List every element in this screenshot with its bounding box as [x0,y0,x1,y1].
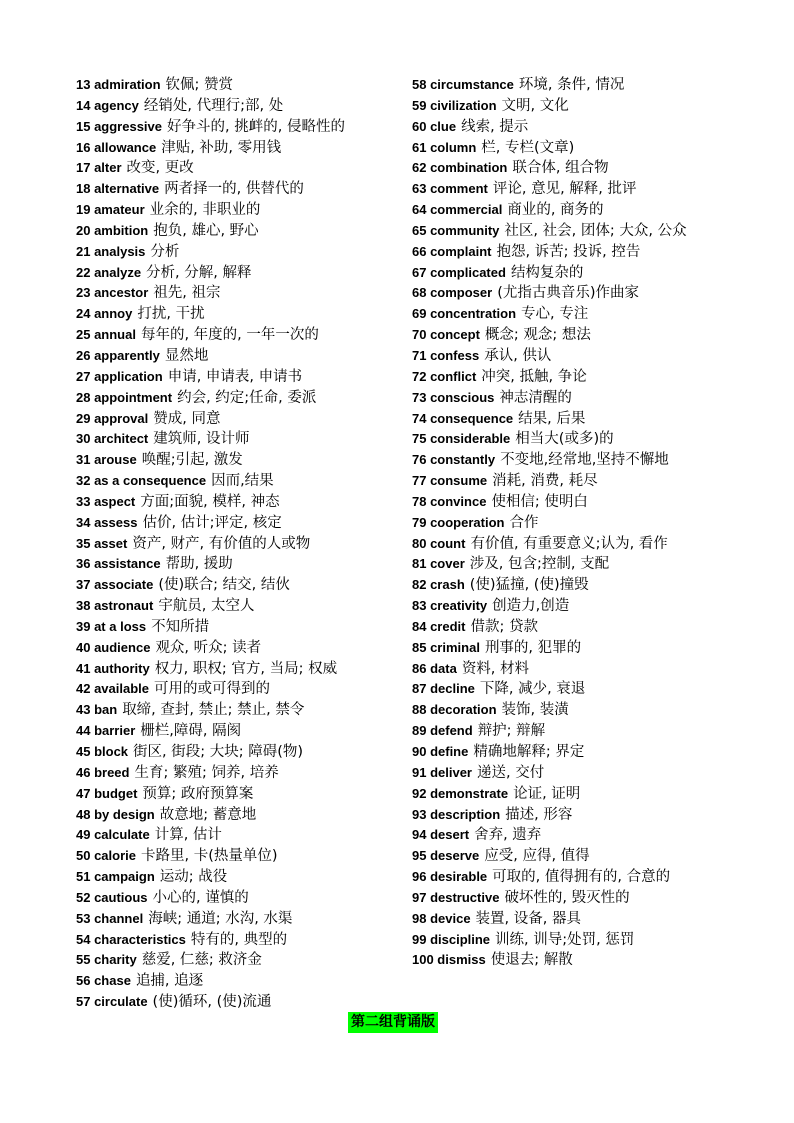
vocab-word: 15 aggressive [76,118,163,134]
vocab-meaning: 两者择一的, 供替代的 [164,181,304,198]
vocab-word: 62 combination [412,160,508,176]
vocab-meaning: 描述, 形容 [505,806,573,823]
vocab-word: 84 credit [412,618,466,634]
vocab-meaning: 显然地 [164,347,209,364]
vocab-entry [76,117,406,138]
vocab-word: 66 complaint [412,243,492,259]
vocab-word: 76 constantly [412,452,496,468]
vocab-entry [76,596,406,617]
vocab-word: 13 admiration [76,77,161,92]
vocab-word: 41 authority [76,660,150,676]
vocab-word: 86 data [412,660,457,676]
vocab-meaning: 破坏性的, 毁灭性的 [504,889,630,906]
vocab-entry [412,471,722,492]
vocab-word: 61 column [412,139,477,155]
vocab-entry [412,304,722,325]
vocab-word: 18 alternative [76,181,160,197]
vocab-word: 43 ban [76,702,118,718]
vocab-entry [412,346,722,367]
vocab-word: 50 calorie [76,848,136,864]
vocab-meaning: 观众, 听众; 读者 [155,639,262,656]
vocab-entry [412,805,722,826]
vocab-word: 80 count [412,535,466,551]
vocab-entry [76,242,406,263]
vocab-word: 90 define [412,744,469,759]
vocab-word: 89 defend [412,723,473,739]
vocab-meaning: 运动; 战役 [159,869,228,886]
vocab-column-right [412,75,722,971]
vocab-word: 53 channel [76,910,144,926]
vocab-word: 22 analyze [76,264,142,280]
vocab-entry [76,263,406,284]
vocab-entry [412,721,722,742]
vocab-meaning: 建筑师, 设计师 [153,431,250,448]
vocab-meaning: 赞成, 同意 [153,410,221,427]
vocab-meaning: (尤指古典音乐)作曲家 [497,285,640,302]
vocab-entry [412,179,722,200]
vocab-word: 17 alter [76,160,122,176]
vocab-word: 95 deserve [412,848,480,864]
vocab-entry [76,971,406,992]
vocab-entry [412,659,722,680]
vocab-meaning: 消耗, 消费, 耗尽 [492,473,598,490]
vocab-meaning: 装置, 设备, 器具 [475,910,581,927]
vocab-entry [412,221,722,242]
vocab-entry [76,992,406,1013]
vocab-meaning: 环境, 条件, 情况 [518,77,625,93]
vocab-word: 57 circulate [76,994,148,1010]
vocab-meaning: 抱怨, 诉苦; 投诉, 控告 [496,243,641,260]
vocab-entry [412,950,722,971]
vocab-meaning: 使相信; 使明白 [491,493,588,510]
vocab-word: 56 chase [76,973,131,989]
vocab-entry [412,242,722,263]
vocab-meaning: 承认, 供认 [484,347,552,364]
vocab-word: 19 amateur [76,202,145,218]
vocab-meaning: 精确地解释; 界定 [473,744,585,760]
vocab-meaning: (使)联合; 结交, 结伙 [158,577,290,594]
vocab-word: 100 dismiss [412,952,486,968]
vocab-meaning: 有价值, 有重要意义;认为, 看作 [470,535,668,552]
vocab-meaning: 估价, 估计;评定, 核定 [142,514,282,531]
vocab-word: 32 as a consequence [76,473,207,489]
vocab-meaning: 改变, 更改 [126,160,194,177]
vocab-entry [76,700,406,721]
vocab-entry [76,200,406,221]
vocab-entry [76,742,406,763]
vocab-meaning: 应受, 应得, 值得 [484,848,590,865]
vocab-entry [76,846,406,867]
vocab-meaning: 概念; 观念; 想法 [484,327,591,344]
vocab-meaning: 创造力,创造 [492,598,570,615]
vocab-meaning: 追捕, 追逐 [135,973,204,990]
vocab-entry [412,888,722,909]
vocab-meaning: 卡路里, 卡(热量单位) [141,848,278,865]
vocab-word: 14 agency [76,97,139,113]
vocab-entry [412,138,722,159]
vocab-entry [76,471,406,492]
vocab-word: 23 ancestor [76,285,149,301]
vocab-entry [76,575,406,596]
vocab-meaning: 可用的或可得到的 [154,681,270,698]
vocab-entry [412,700,722,721]
vocab-meaning: 相当大(或多)的 [515,431,614,448]
vocab-word: 24 annoy [76,306,133,322]
vocab-entry [412,367,722,388]
vocab-meaning: 方面;面貌, 模样, 神态 [140,493,280,510]
vocab-entry [412,263,722,284]
vocab-entry [412,763,722,784]
vocab-word: 39 at a loss [76,618,147,634]
vocab-entry [412,679,722,700]
vocab-meaning: 津贴, 补助, 零用钱 [161,139,282,156]
vocab-word: 78 convince [412,493,487,509]
vocab-entry [76,96,406,117]
vocab-meaning: 可取的, 值得拥有的, 合意的 [492,869,671,886]
vocab-entry [412,909,722,930]
vocab-meaning: (使)猛撞, (使)撞毁 [469,577,589,594]
vocab-entry [76,367,406,388]
vocab-entry [76,534,406,555]
vocab-meaning: 递送, 交付 [477,764,545,781]
vocab-entry [412,96,722,117]
vocab-entry [76,638,406,659]
vocab-word: 97 destructive [412,889,500,905]
vocab-meaning: 生育; 繁殖; 饲养, 培养 [134,764,279,781]
vocab-entry [412,638,722,659]
vocab-word: 49 calculate [76,827,150,843]
vocab-entry [412,409,722,430]
vocab-entry [76,659,406,680]
vocab-word: 98 device [412,910,471,926]
vocab-word: 81 cover [412,556,465,572]
vocab-entry [76,75,406,96]
vocab-word: 63 comment [412,181,488,197]
vocab-meaning: 刑事的, 犯罪的 [484,639,582,656]
vocab-entry [76,909,406,930]
vocab-word: 40 audience [76,639,151,655]
vocab-entry [412,575,722,596]
vocab-entry [76,805,406,826]
vocab-entry [76,346,406,367]
vocab-word: 94 desert [412,827,470,843]
vocab-meaning: 结果, 后果 [518,410,586,427]
vocab-meaning: 分析 [150,243,180,260]
vocab-meaning: 慈爱, 仁慈; 救济金 [141,952,262,969]
vocab-entry [76,138,406,159]
vocab-word: 70 concept [412,327,480,343]
vocab-meaning: 辩护; 辩解 [477,723,546,740]
vocab-entry [412,325,722,346]
vocab-meaning: 专心, 专注 [521,306,589,323]
vocab-entry [412,534,722,555]
vocab-entry [412,617,722,638]
vocab-meaning: 评论, 意见, 解释, 批评 [492,181,637,198]
vocab-entry [76,825,406,846]
vocab-entry [76,617,406,638]
vocab-entry [76,429,406,450]
vocab-meaning: 社区, 社会, 团体; 大众, 公众 [504,222,687,239]
vocab-word: 55 charity [76,952,137,968]
vocab-word: 91 deliver [412,764,472,780]
vocab-entry [76,888,406,909]
vocab-word: 44 barrier [76,723,136,739]
vocab-word: 36 assistance [76,556,161,572]
vocab-word: 31 arouse [76,452,137,468]
vocab-meaning: 分析, 分解, 解释 [146,264,252,281]
vocab-entry [76,388,406,409]
vocab-entry [412,388,722,409]
vocab-word: 26 apparently [76,347,160,363]
vocab-word: 35 asset [76,535,128,551]
vocab-entry [76,325,406,346]
vocab-word: 59 civilization [412,97,497,113]
vocab-meaning: 训练, 训导;处罚, 惩罚 [495,931,635,948]
section-footer-label: 第二组背诵版 [348,1012,438,1033]
vocab-entry [412,742,722,763]
vocab-entry [412,596,722,617]
vocab-word: 67 complicated [412,264,506,280]
vocab-entry [412,117,722,138]
vocab-entry [412,846,722,867]
vocab-meaning: 海峡; 通道; 水沟, 水渠 [148,910,293,927]
vocab-entry [76,450,406,471]
vocab-meaning: 约会, 约定;任命, 委派 [177,389,317,406]
vocab-meaning: 文明, 文化 [501,97,569,114]
vocab-entry [76,283,406,304]
vocab-word: 60 clue [412,118,457,134]
vocab-meaning: 抱负, 雄心, 野心 [153,222,259,239]
vocab-entry [412,492,722,513]
vocab-word: 21 analysis [76,243,146,259]
vocab-meaning: 不知所措 [151,618,210,635]
vocab-word: 69 concentration [412,306,517,322]
vocab-meaning: 资料, 材料 [461,660,530,677]
vocab-meaning: 宇航员, 太空人 [158,598,255,615]
vocab-entry [412,867,722,888]
vocab-entry [76,158,406,179]
vocab-word: 77 consume [412,473,488,489]
vocab-entry [412,283,722,304]
vocab-word: 51 campaign [76,869,155,885]
vocab-entry [76,721,406,742]
vocab-entry [76,179,406,200]
vocab-meaning: 好争斗的, 挑衅的, 侵略性的 [167,118,345,135]
vocab-entry [412,930,722,951]
vocab-word: 20 ambition [76,222,149,238]
vocab-word: 82 crash [412,577,465,593]
vocab-word: 65 community [412,222,500,238]
vocab-meaning: 帮助, 援助 [165,556,233,573]
vocab-entry [76,221,406,242]
vocab-word: 74 consequence [412,410,514,426]
vocab-word: 85 criminal [412,639,480,655]
vocab-word: 72 conflict [412,368,477,384]
vocab-meaning: 申请, 申请表, 申请书 [167,368,303,385]
vocab-entry [76,513,406,534]
vocab-entry [76,554,406,575]
vocab-meaning: 线索, 提示 [461,118,529,135]
vocab-meaning: 冲突, 抵触, 争论 [481,368,587,385]
vocab-word: 71 confess [412,347,480,363]
vocab-meaning: 装饰, 装潢 [501,702,569,719]
vocab-word: 87 decline [412,681,475,697]
vocab-meaning: 经销处, 代理行;部, 处 [143,97,284,114]
vocab-entry [412,554,722,575]
vocab-meaning: 使退去; 解散 [490,952,573,969]
vocab-meaning: 小心的, 谨慎的 [152,889,249,906]
vocab-meaning: 联合体, 组合物 [512,160,609,177]
vocab-entry [412,450,722,471]
vocab-entry [76,930,406,951]
vocab-word: 27 application [76,368,163,384]
vocab-meaning: 故意地; 蓄意地 [159,806,257,823]
vocab-meaning: 不变地,经常地,坚持不懈地 [500,452,669,469]
vocab-word: 25 annual [76,327,136,343]
vocab-word: 45 block [76,744,129,759]
vocab-word: 37 associate [76,577,154,593]
vocab-entry [412,825,722,846]
vocab-meaning: 下降, 减少, 衰退 [479,681,586,698]
vocab-word: 30 architect [76,431,149,447]
vocab-meaning: 街区, 街段; 大块; 障碍(物) [133,744,304,760]
vocab-meaning: 资产, 财产, 有价值的人或物 [132,535,311,552]
vocab-entry [412,784,722,805]
vocab-meaning: 业余的, 非职业的 [149,202,261,219]
vocab-entry [76,950,406,971]
vocab-meaning: 每年的, 年度的, 一年一次的 [140,327,319,344]
vocab-word: 46 breed [76,764,130,780]
vocab-meaning: 取缔, 查封, 禁止; 禁止, 禁令 [122,702,305,719]
vocab-meaning: 祖先, 祖宗 [153,285,221,302]
vocab-word: 16 allowance [76,139,157,155]
vocab-entry [76,867,406,888]
vocab-word: 38 astronaut [76,598,154,614]
vocab-word: 75 considerable [412,431,511,447]
vocab-word: 54 characteristics [76,931,186,947]
vocab-word: 48 by design [76,806,155,822]
vocab-meaning: 唤醒;引起, 激发 [141,452,243,469]
vocab-meaning: 打扰, 干扰 [137,306,205,323]
vocab-meaning: 计算, 估计 [154,827,222,844]
vocab-word: 34 assess [76,514,138,530]
vocab-meaning: 栅栏,障碍, 隔阂 [140,723,242,740]
vocab-word: 99 discipline [412,931,491,947]
vocab-word: 28 appointment [76,389,173,405]
vocab-meaning: 神志清醒的 [499,389,572,406]
vocab-word: 83 creativity [412,598,488,614]
vocab-word: 52 cautious [76,889,148,905]
vocab-meaning: 论证, 证明 [513,785,581,802]
vocab-word: 79 cooperation [412,514,505,530]
vocab-meaning: 借款; 贷款 [470,618,538,635]
vocab-word: 96 desirable [412,869,488,885]
vocab-entry [76,492,406,513]
vocab-word: 33 aspect [76,493,136,509]
vocab-meaning: 舍弃, 遗弃 [474,827,542,844]
vocab-meaning: 栏, 专栏(文章) [481,139,575,156]
vocab-entry [76,763,406,784]
vocab-word: 92 demonstrate [412,785,509,801]
vocab-word: 29 approval [76,410,149,426]
vocab-meaning: 涉及, 包含;控制, 支配 [469,556,610,573]
vocab-word: 68 composer [412,285,493,301]
vocab-meaning: 合作 [509,514,539,531]
vocab-entry [412,513,722,534]
vocab-entry [412,200,722,221]
vocab-meaning: 因而,结果 [211,473,274,490]
vocab-meaning: 商业的, 商务的 [507,202,604,219]
vocab-entry [412,158,722,179]
vocab-meaning: (使)循环, (使)流通 [152,994,272,1011]
vocab-word: 88 decoration [412,702,497,718]
vocab-meaning: 钦佩; 赞赏 [165,77,234,93]
vocab-entry [76,304,406,325]
vocab-word: 73 conscious [412,389,495,405]
vocab-word: 58 circumstance [412,77,514,92]
vocab-meaning: 权力, 职权; 官方, 当局; 权威 [154,660,338,677]
vocab-word: 64 commercial [412,202,503,218]
vocab-meaning: 预算; 政府预算案 [142,785,254,802]
vocab-word: 42 available [76,681,149,697]
vocab-meaning: 特有的, 典型的 [190,931,288,948]
vocab-column-left [76,75,406,1013]
vocab-entry [412,75,722,96]
vocab-meaning: 结构复杂的 [510,264,584,281]
vocab-word: 93 description [412,806,501,822]
vocab-entry [76,409,406,430]
vocab-entry [76,784,406,805]
vocab-word: 47 budget [76,785,138,801]
vocab-entry [76,679,406,700]
vocab-entry [412,429,722,450]
